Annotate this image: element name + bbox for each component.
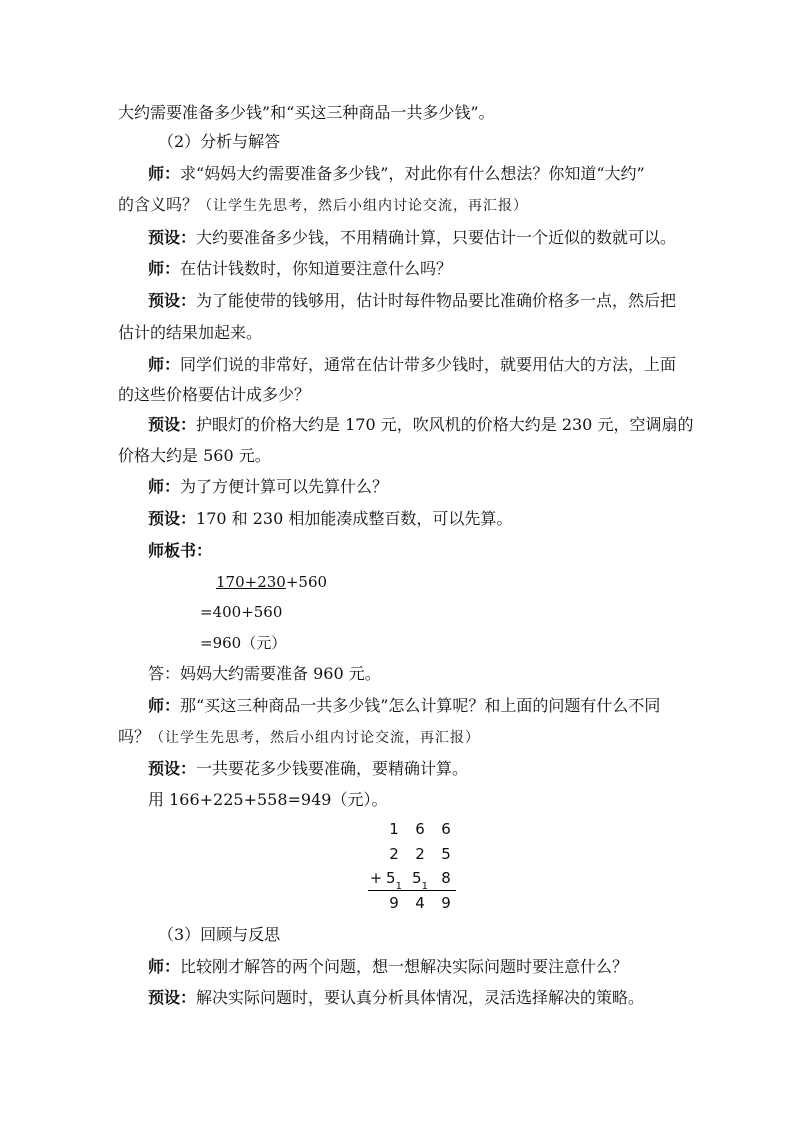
speaker-label: 师：: [148, 696, 181, 715]
digit-with-carry: $5_1$: [386, 869, 402, 892]
teaching-note: （让学生先思考，然后小组内讨论交流，再汇报）: [198, 198, 529, 214]
digit: 8: [441, 869, 451, 887]
dialogue-line: 预设：一共要花多少钱要准确，要精确计算。: [148, 759, 469, 778]
speaker-label: 预设：: [148, 228, 197, 247]
underlined-part: 170+230: [216, 573, 286, 591]
answer-line: 答：妈妈大约需要准备 960 元。: [148, 664, 381, 683]
dialogue-line: 师：比较刚才解答的两个问题，想一想解决实际问题时要注意什么？: [148, 957, 629, 976]
speaker-label: 师：: [148, 477, 181, 496]
speaker-label: 预设：: [148, 988, 197, 1007]
dialogue-line: 预设：为了能使带的钱够用，估计时每件物品要比准确价格多一点，然后把: [148, 291, 677, 310]
digit: 1: [389, 820, 399, 838]
dialogue-line: 的含义吗？（让学生先思考，然后小组内讨论交流，再汇报）: [118, 195, 529, 214]
speaker-label: 预设：: [148, 759, 197, 778]
paragraph-line: 大约需要准备多少钱”和“买这三种商品一共多少钱”。: [118, 103, 495, 122]
speaker-label: 师：: [148, 164, 181, 183]
dialogue-line: 师：为了方便计算可以先算什么？: [148, 477, 389, 496]
dialogue-line: 预设：护眼灯的价格大约是 170 元，吹风机的价格大约是 230 元，空调扇的: [148, 415, 694, 434]
dialogue-line: 师：在估计钱数时，你知道要注意什么吗？: [148, 259, 453, 278]
result-digit: 9: [389, 894, 399, 912]
dialogue-line: 师：求“妈妈大约需要准备多少钱”，对此你有什么想法？你知道“大约”: [148, 164, 645, 183]
dialogue-line: 预设：大约要准备多少钱，不用精确计算，只要估计一个近似的数就可以。: [148, 228, 677, 247]
speaker-label: 预设：: [148, 291, 197, 310]
dialogue-line: 师：同学们说的非常好，通常在估计带多少钱时，就要用估大的方法，上面: [148, 355, 677, 374]
estimate-calculation-step-2: =400+560: [200, 603, 283, 621]
digit: 2: [389, 845, 399, 863]
digit: 6: [415, 820, 425, 838]
teaching-note: （让学生先思考，然后小组内讨论交流，再汇报）: [150, 730, 481, 746]
sum-rule-line: [368, 890, 456, 891]
dialogue-line: 价格大约是 560 元。: [118, 446, 271, 465]
exact-calculation-line: 用 166+225+558=949（元）。: [148, 790, 388, 809]
dialogue-line: 预设：170 和 230 相加能凑成整百数，可以先算。: [148, 509, 513, 528]
result-digit: 4: [415, 894, 425, 912]
speaker-label: 预设：: [148, 415, 197, 434]
section-heading-3: （3）回顾与反思: [158, 925, 281, 944]
speaker-label: 师：: [148, 957, 181, 976]
carry-mark: 1: [421, 881, 428, 892]
digit: 2: [415, 845, 425, 863]
estimate-calculation-step-1: 170+230+560: [216, 573, 328, 591]
carry-mark: 1: [395, 881, 402, 892]
digit-with-carry: $5_1$: [412, 869, 428, 892]
section-heading-2: （2）分析与解答: [158, 132, 281, 151]
speaker-label: 预设：: [148, 509, 197, 528]
board-writing-label: 师板书：: [148, 541, 213, 560]
estimate-calculation-step-3: =960（元）: [200, 634, 287, 652]
speaker-label: 师：: [148, 259, 181, 278]
dialogue-line: 吗？（让学生先思考，然后小组内讨论交流，再汇报）: [118, 727, 481, 746]
dialogue-line: 师：那“买这三种商品一共多少钱”怎么计算呢？和上面的问题有什么不同: [148, 696, 661, 715]
dialogue-line: 的这些价格要估计成多少？: [118, 385, 311, 404]
digit: 5: [441, 845, 451, 863]
plus-sign: +: [369, 869, 383, 887]
dialogue-line: 估计的结果加起来。: [118, 323, 263, 342]
speaker-label: 师：: [148, 355, 181, 374]
digit: 6: [441, 820, 451, 838]
result-digit: 9: [441, 894, 451, 912]
dialogue-line: 预设：解决实际问题时，要认真分析具体情况，灵活选择解决的策略。: [148, 988, 645, 1007]
